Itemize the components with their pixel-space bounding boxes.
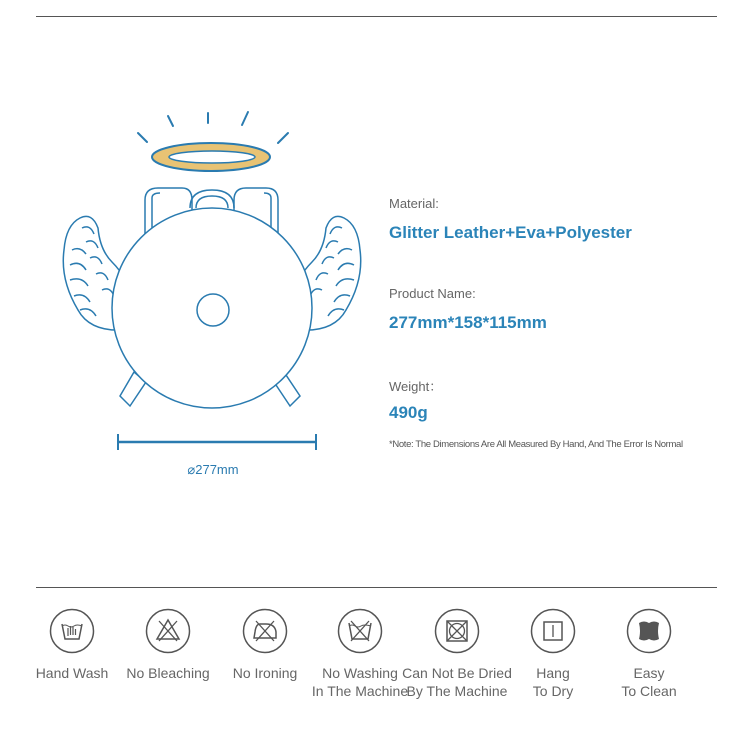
hang-to-dry-icon <box>530 608 576 654</box>
care-item-easy-to-clean <box>589 608 709 700</box>
care-label: No Washing In The Machine <box>311 665 409 699</box>
care-label: No Ironing <box>232 665 298 681</box>
halo-rays <box>138 112 288 143</box>
measurement-note: *Note: The Dimensions Are All Measured By Hand, And The Error Is Normal <box>389 439 683 450</box>
care-label: Easy To Clean <box>621 665 677 699</box>
no-bleaching-icon <box>145 608 191 654</box>
no-ironing-icon <box>242 608 288 654</box>
weight-label: Weight： <box>389 379 443 394</box>
no-tumble-dry-icon <box>434 608 480 654</box>
halo <box>152 143 270 171</box>
care-label: Hand Wash <box>35 665 109 681</box>
dimension-line <box>118 434 316 450</box>
care-label: Can Not Be Dried By The Machine <box>402 665 512 699</box>
material-label: Material: <box>389 196 439 211</box>
angel-backpack-illustration <box>50 100 370 480</box>
care-label: Hang To Dry <box>532 665 574 699</box>
diameter-label: ⌀277mm <box>187 462 239 477</box>
product-name-label: Product Name: <box>389 286 476 301</box>
material-value: Glitter Leather+Eva+Polyester <box>389 223 632 242</box>
care-label: No Bleaching <box>126 665 210 681</box>
care-divider <box>36 587 717 588</box>
no-machine-wash-icon <box>337 608 383 654</box>
product-name-value: 277mm*158*115mm <box>389 313 547 332</box>
weight-value: 490g <box>389 403 428 422</box>
hand-wash-icon <box>49 608 95 654</box>
top-divider <box>36 16 717 17</box>
easy-to-clean-icon <box>626 608 672 654</box>
backpack-button <box>197 294 229 326</box>
